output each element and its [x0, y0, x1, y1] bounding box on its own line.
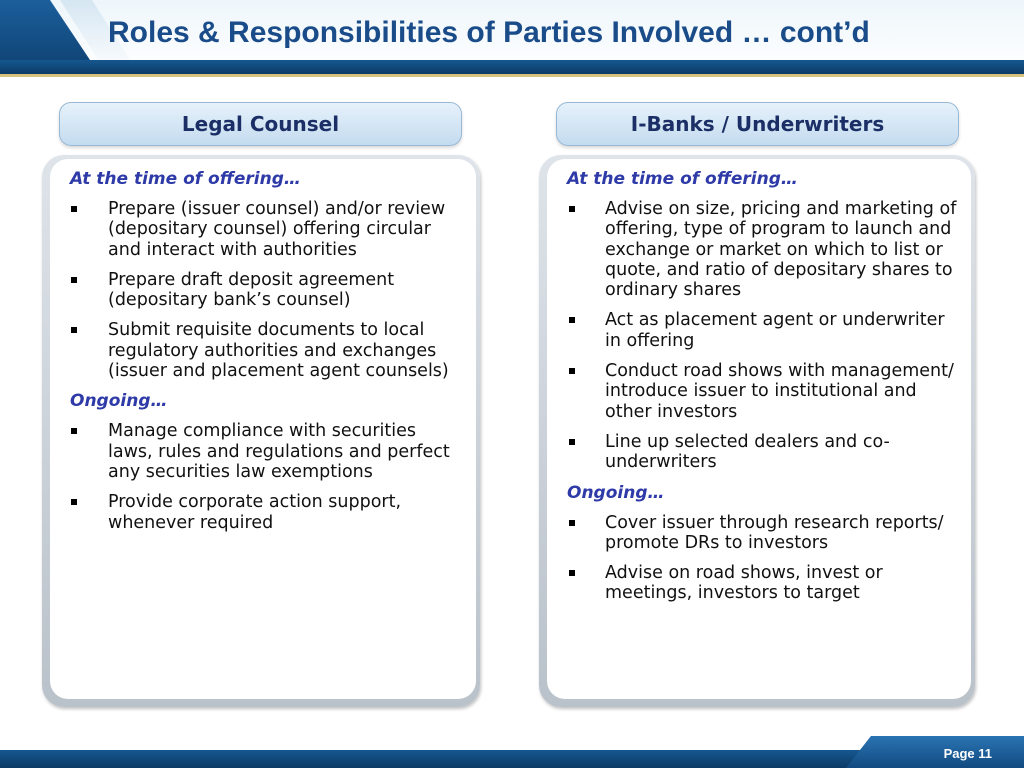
list-item	[567, 563, 961, 604]
list-item-text: Line up selected dealers and co-underwriters	[605, 431, 890, 473]
list-item	[567, 361, 961, 422]
column-heading-legal-counsel: Legal Counsel	[59, 102, 462, 146]
list-item	[567, 310, 961, 351]
legal-counsel-panel	[50, 159, 476, 699]
section-label-ongoing: Ongoing…	[567, 482, 665, 503]
section-label-offering: At the time of offering…	[567, 169, 798, 189]
bullet-square-icon	[569, 439, 575, 445]
list-item-text: Conduct road shows with management/ introduce issuer to institutional and other investors	[605, 361, 954, 422]
list-item	[567, 513, 961, 554]
list-item-text: Advise on road shows, invest or meetings, investors to target	[605, 563, 883, 604]
legal-counsel-panel-frame	[42, 155, 480, 707]
list-item-text: Provide corporate action support, whenever required	[108, 492, 402, 533]
list-item-text: Prepare (issuer counsel) and/or review (depositary counsel) offering circular and interact with authorities	[108, 199, 446, 260]
bullet-square-icon	[569, 317, 575, 323]
bullet-square-icon	[71, 428, 77, 434]
list-item-text: Submit requisite documents to local regulatory authorities and exchanges (issuer and placement agent counsels)	[108, 320, 449, 382]
list-item-text: Prepare draft deposit agreement (depositary bank’s counsel)	[108, 269, 395, 311]
bullet-list	[70, 421, 466, 532]
bullet-list	[567, 199, 961, 473]
header-divider	[0, 74, 1024, 77]
page-number: Page 11	[943, 746, 992, 761]
bullet-square-icon	[569, 520, 575, 526]
column-heading-i-banks-underwriters: I-Banks / Underwriters	[556, 102, 959, 146]
list-item	[567, 432, 961, 473]
list-item	[567, 199, 961, 300]
bullet-square-icon	[569, 570, 575, 576]
section-label-offering: At the time of offering…	[70, 169, 301, 189]
list-item-text: Act as placement agent or underwriter in offering	[605, 310, 945, 351]
slide-header	[0, 0, 1024, 75]
bullet-list	[567, 513, 961, 604]
footer-tab	[846, 736, 1024, 768]
bullet-square-icon	[569, 206, 575, 212]
header-bar	[0, 60, 1024, 74]
list-item	[70, 270, 466, 311]
section-label-ongoing: Ongoing…	[70, 391, 168, 412]
list-item-text: Manage compliance with securities laws, rules and regulations and perfect any securities law exemptions	[108, 421, 450, 482]
list-item-text: Cover issuer through research reports/ promote DRs to investors	[605, 512, 944, 553]
bullet-square-icon	[71, 327, 77, 333]
list-item	[70, 199, 466, 260]
bullet-square-icon	[71, 499, 77, 505]
list-item	[70, 492, 466, 533]
list-item	[70, 320, 466, 381]
list-item-text: Advise on size, pricing and marketing of offering, type of program to launch and exchange or market on which to list or quote, and ratio of depositary shares to ordinary shares	[605, 199, 957, 301]
page-title: Roles & Responsibilities of Parties Involved … cont’d	[108, 16, 870, 49]
i-banks-panel-frame	[539, 155, 975, 707]
bullet-list	[70, 199, 466, 381]
bullet-square-icon	[71, 206, 77, 212]
bullet-square-icon	[569, 368, 575, 374]
i-banks-panel	[547, 159, 971, 699]
list-item	[70, 421, 466, 482]
bullet-square-icon	[71, 277, 77, 283]
